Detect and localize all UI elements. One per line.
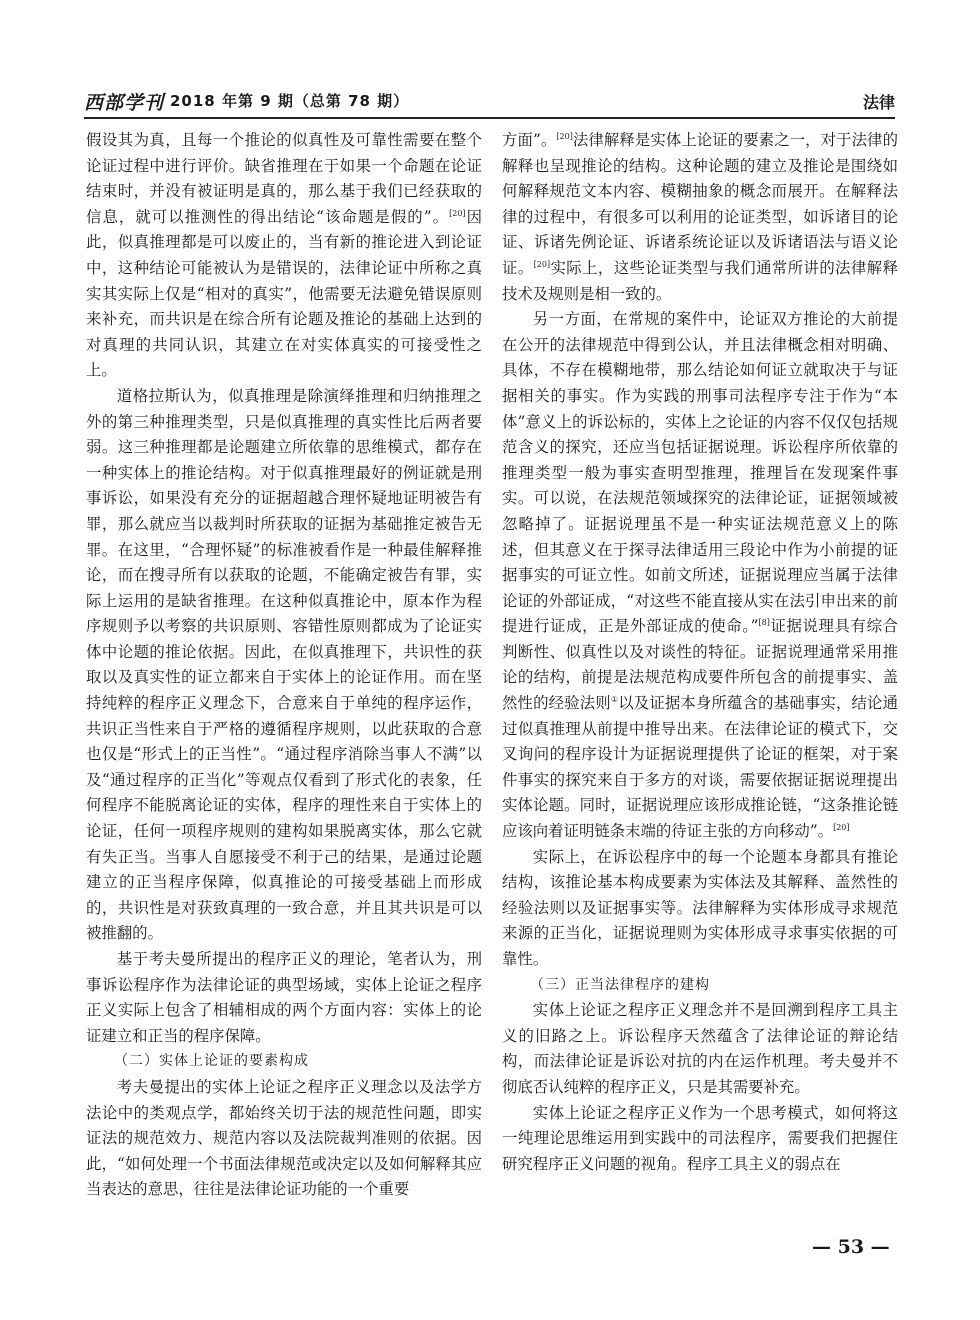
paragraph-text: 实际上，这些论证类型与我们通常所讲的法律解释技术及规则是相一致的。	[502, 258, 898, 303]
paragraph-text: 假设其为真，且每一个推论的似真性及可靠性需要在整个论证过程中进行评价。缺省推理在于如果一个命题在论证结束时，并没有被证明是真的，那么基于我们已经获取的信息，就可以推测性的得出结论“该命题是假的”。	[86, 131, 482, 226]
paragraph-text: 证据说理具有综合判断性、似真性以及对谈性的特征。证据说理通常采用推论的结构，前提是法规范构成要件所包含的前提事实、盖然性的经验法则	[502, 617, 898, 713]
paragraph: 考夫曼提出的实体上论证之程序正义理念以及法学方法论中的类观点学，都始终关切于法的规范性问题，即实证法的规范效力、规范内容以及法院裁判准则的依据。因此，“如何处理一个书面法律规范或决定以及如何解释其应当表达的意思，往往是法律论证功能的一个重要	[86, 1077, 482, 1199]
citation-ref: [20]	[556, 132, 573, 141]
paragraph	[86, 128, 482, 384]
issue-info: 2018 年第 9 期（总第 78 期）	[170, 92, 410, 110]
subsection-heading: （二）实体上论证的要素构成	[114, 1053, 309, 1070]
right-column	[502, 128, 898, 1177]
citation-ref: [20]	[449, 208, 466, 218]
paragraph-text: 法律解释是实体上论证的要素之一，对于法律的解释也呈现推论的结构。这种论题的建立及推论是围绕如何解释规范文本内容、模糊抽象的概念而展开。在解释法律的过程中，有很多可以利用的论证类型，如诉诸目的论证、诉诸先例论证、诉诸系统论证以及诉诸语法与语义论证。	[502, 131, 898, 277]
header-rule	[84, 117, 895, 119]
paragraph-text: 因此，似真推理都是可以废止的，当有新的推论进入到论证中，这种结论可能被认为是错误的，法律论证中所称之真实其实际上仅是“相对的真实”，他需要无法避免错误原则来补充，而共识是在综合所有论题及推论的基础上达到的对真理的共同认识，其建立在对实体真实的可接受性之上。	[86, 207, 482, 380]
footnote-ref: ①	[610, 695, 619, 705]
paragraph: 实体上论证之程序正义理念并不是回溯到程序工具主义的旧路之上。诉讼程序天然蕴含了法律论证的辩论结构，而法律论证是诉讼对抗的内在运作机理。考夫曼并不彻底否认纯粹的程序正义，只是其需要补充。	[502, 1001, 898, 1096]
paragraph	[502, 307, 898, 844]
paragraph-text: 另一方面，在常规的案件中，论证双方推论的大前提在公开的法律规范中得到公认，并且法律概念相对明确、具体，不存在模糊地带，那么结论如何证立就取决于与证据相关的事实。作为实践的刑事司法程序专注于作为“本体”意义上的诉讼标的，实体上之论证的内容不仅仅包括规范含义的探究，还应当包括证据说理。诉讼程序所依靠的推理类型一般为事实查明型推理，推理旨在发现案件事实。可以说，在法规范领域探究的法律论证，证据领域被忽略掉了。证据说理虽不是一种实证法规范意义上的陈述，但其意义在于探寻法律适用三段论中作为小前提的证据事实的可证立性。如前文所述，证据说理应当属于法律论证的外部证成，“对这些不能直接从实在法引申出来的前提进行证成，正是外部证成的使命。”	[502, 310, 898, 636]
paragraph-text: 以及证据本身所蕴含的基础事实，结论通过似真推理从前提中推导出来。在法律论证的模式下，交叉询问的程序设计为证据说理提供了论证的框架，对于案件事实的探究来自于多方的对谈，需要依据证据说理提出实体论题。同时，证据说理应该形成推论链，“这条推论链应该向着证明链条末端的待证主张的方向移动”。	[502, 694, 898, 841]
section-label: 法律	[862, 93, 895, 112]
subsection-heading: （三）正当法律程序的建构	[530, 976, 710, 993]
page-number: — 53 —	[812, 1236, 890, 1258]
citation-ref: [8]	[758, 618, 770, 628]
paragraph: 实体上论证之程序正义作为一个思考模式，如何将这一纯理论思维运用到实践中的司法程序，需要我们把握住研究程序正义问题的视角。程序工具主义的弱点在	[502, 1103, 898, 1173]
running-header	[84, 88, 895, 116]
journal-logo: 西部学刊	[84, 92, 165, 114]
paragraph: 道格拉斯认为，似真推理是除演绎推理和归纳推理之外的第三种推理类型，只是似真推理的真实性比后两者要弱。这三种推理都是论题建立所依靠的思维模式，都存在一种实体上的推论结构。对于似真推理最好的例证就是刑事诉讼，如果没有充分的证据超越合理怀疑地证明被告有罪，那么就应当以裁判时所获取的证据为基础推定被告无罪。在这里，“合理怀疑”的标准被看作是一种最佳解释推论，而在搜寻所有以获取的论题，不能确定被告有罪，实际上运用的是缺省推理。在这种似真推论中，原本作为程序规则予以考察的共识原则、容错性原则都成为了论证实体中论题的推论依据。因此，在似真推理下，共识性的获取以及真实性的证立都来自于实体上的论证作用。而在坚持纯粹的程序正义理念下，合意来自于单纯的程序运作，共识正当性来自于严格的遵循程序规则，以此获取的合意也仅是“形式上的正当性”。“通过程序消除当事人不满”以及“通过程序的正当化”等观点仅看到了形式化的表象，任何程序不能脱离论证的实体，程序的理性来自于实体上的论证，任何一项程序规则的建构如果脱离实体，那么它就有失正当。当事人自愿接受不利于己的结果，是通过论题建立的正当程序保障，似真推论的可接受基础上而形成的，共识性是对获致真理的一致合意，并且其共识是可以被推翻的。	[86, 386, 482, 943]
paragraph	[502, 128, 898, 307]
citation-ref: [20]	[833, 823, 850, 833]
paragraph-text: 方面”。	[502, 131, 557, 149]
paragraph: 实际上，在诉讼程序中的每一个论题本身都具有推论结构，该推论基本构成要素为实体法及其解释、盖然性的经验法则以及证据事实等。法律解释为实体形成寻求规范来源的正当化，证据说理则为实体形成寻求事实依据的可靠性。	[502, 847, 898, 968]
paragraph: 基于考夫曼所提出的程序正义的理论，笔者认为，刑事诉讼程序作为法律论证的典型场域，实体上论证之程序正义实际上包含了相辅相成的两个方面内容：实体上的论证建立和正当的程序保障。	[86, 950, 482, 1045]
citation-ref: [20]	[533, 259, 551, 269]
left-column	[86, 128, 482, 1203]
